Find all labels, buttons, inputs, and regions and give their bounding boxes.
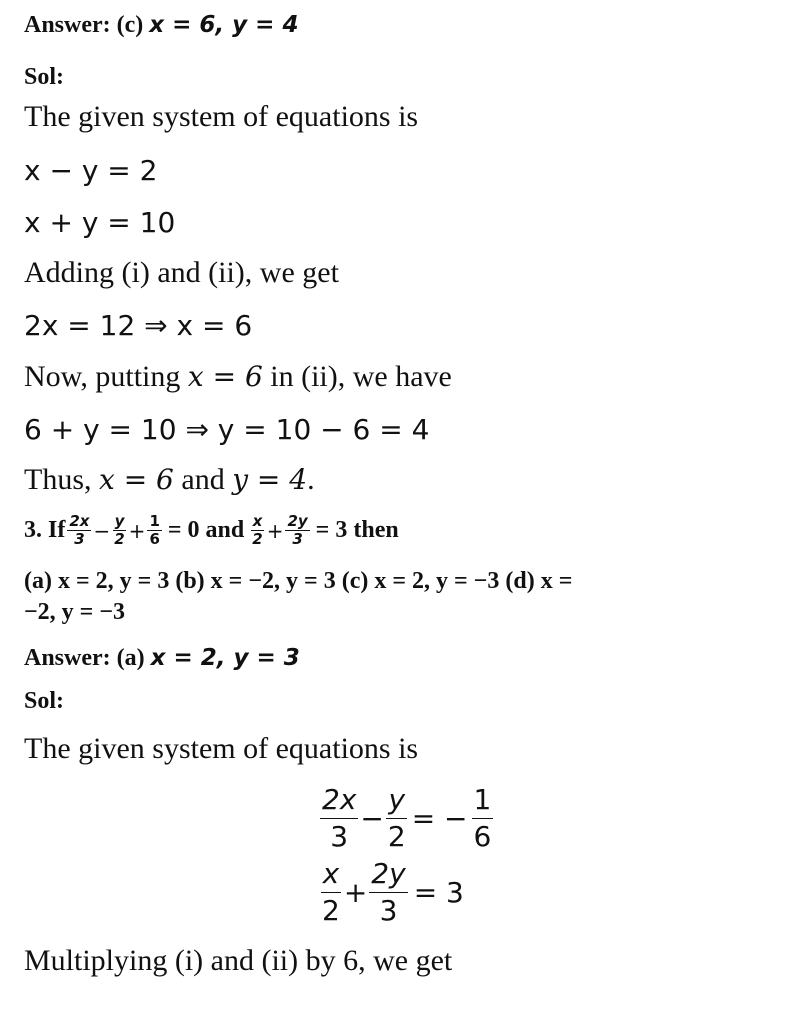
q3-f1-den: 3 xyxy=(74,530,85,548)
q3-d1-a-den: 3 xyxy=(330,820,349,853)
q3-f2-num: y xyxy=(114,512,125,530)
q2-step2-line xyxy=(24,360,452,394)
q3-fraction-2y-3 xyxy=(285,514,309,547)
q2-intro: The given system of equations is xyxy=(24,100,419,133)
q2-answer-line xyxy=(24,12,298,39)
q3-d2-a-num: x xyxy=(321,860,342,893)
q3-options-line1: (a) x = 2, y = 3 (b) x = −2, y = 3 (c) x = 2, y = −3 (d) x = xyxy=(24,568,573,594)
q2-step2-post: in (ii), we have xyxy=(262,360,452,393)
q2-answer-label: Answer: (c) xyxy=(24,12,144,38)
q3-number: 3. If xyxy=(24,517,66,543)
q3-intro: The given system of equations is xyxy=(24,732,419,765)
q3-f2-den: 2 xyxy=(114,530,125,548)
q3-fraction-1-6 xyxy=(147,514,161,547)
q3-display-equation-2 xyxy=(318,857,464,927)
q3-fraction-x-2 xyxy=(250,514,264,547)
q2-conclusion xyxy=(24,463,315,497)
q2-conclusion-pre: Thus, xyxy=(24,463,99,496)
q3-question xyxy=(24,514,399,547)
q3-d2-fraction-x-2 xyxy=(320,857,342,927)
q2-step1-math: 2x = 12 ⇒ x = 6 xyxy=(24,309,253,342)
q3-final-text: Multiplying (i) and (ii) by 6, we get xyxy=(24,944,453,977)
q3-plus: + xyxy=(128,518,146,543)
q3-f5-den: 3 xyxy=(292,530,303,548)
q3-plus-2: + xyxy=(266,518,284,543)
q3-d1-eq: = − xyxy=(411,802,468,835)
q3-d2-fraction-2y-3 xyxy=(369,857,407,927)
q3-f4-den: 2 xyxy=(252,530,263,548)
q3-f3-num: 1 xyxy=(149,512,160,530)
q3-d1-fraction-y-2 xyxy=(386,783,408,853)
q3-answer-line xyxy=(24,645,300,672)
q3-d1-fraction-2x-3 xyxy=(320,783,358,853)
q2-step2-math: x = 6 xyxy=(187,360,263,393)
q3-d2-plus: + xyxy=(343,876,368,909)
q3-eq-zero: = 0 and xyxy=(167,517,245,543)
q3-minus: − xyxy=(93,518,111,543)
q3-d1-c-num: 1 xyxy=(472,786,494,819)
q3-d2-b-den: 3 xyxy=(379,894,398,927)
q3-d1-fraction-1-6 xyxy=(472,783,494,853)
q2-conclusion-x: x = 6 xyxy=(99,463,174,496)
q3-d2-a-den: 2 xyxy=(322,894,340,927)
q3-f4-num: x xyxy=(252,512,263,530)
q2-sol-label: Sol: xyxy=(24,64,65,90)
q2-answer-math: x = 6, y = 4 xyxy=(149,12,299,38)
q2-equation-2: x + y = 10 xyxy=(24,206,176,239)
q3-f3-den: 6 xyxy=(149,530,160,548)
q3-eq-three: = 3 then xyxy=(315,517,399,543)
q3-display-equation-1 xyxy=(318,783,495,853)
q3-d1-b-den: 2 xyxy=(387,820,406,853)
q3-answer-label: Answer: (a) xyxy=(24,645,145,671)
q3-d1-minus: − xyxy=(360,802,384,835)
q3-options-line2: −2, y = −3 xyxy=(24,599,126,625)
q2-step2-pre: Now, putting xyxy=(24,360,188,393)
q2-conclusion-end: . xyxy=(307,463,315,496)
q2-conclusion-mid: and xyxy=(173,463,233,496)
q3-f5-num: 2y xyxy=(287,512,308,530)
q3-answer-math: x = 2, y = 3 xyxy=(150,645,300,671)
q3-fraction-y-2 xyxy=(112,514,126,547)
q3-d1-b-num: y xyxy=(386,786,407,819)
q3-d2-eq: = 3 xyxy=(413,876,464,909)
q2-step3-math: 6 + y = 10 ⇒ y = 10 − 6 = 4 xyxy=(24,413,430,446)
q3-sol-label: Sol: xyxy=(24,688,65,714)
q3-d1-a-num: 2x xyxy=(320,786,358,819)
q3-f1-num: 2x xyxy=(69,512,90,530)
q3-fraction-2x-3 xyxy=(67,514,91,547)
q2-conclusion-y: y = 4 xyxy=(232,463,308,496)
q2-equation-1: x − y = 2 xyxy=(24,154,158,187)
q2-step1-text: Adding (i) and (ii), we get xyxy=(24,256,339,289)
q3-d2-b-num: 2y xyxy=(369,860,407,893)
q3-d1-c-den: 6 xyxy=(473,820,492,853)
